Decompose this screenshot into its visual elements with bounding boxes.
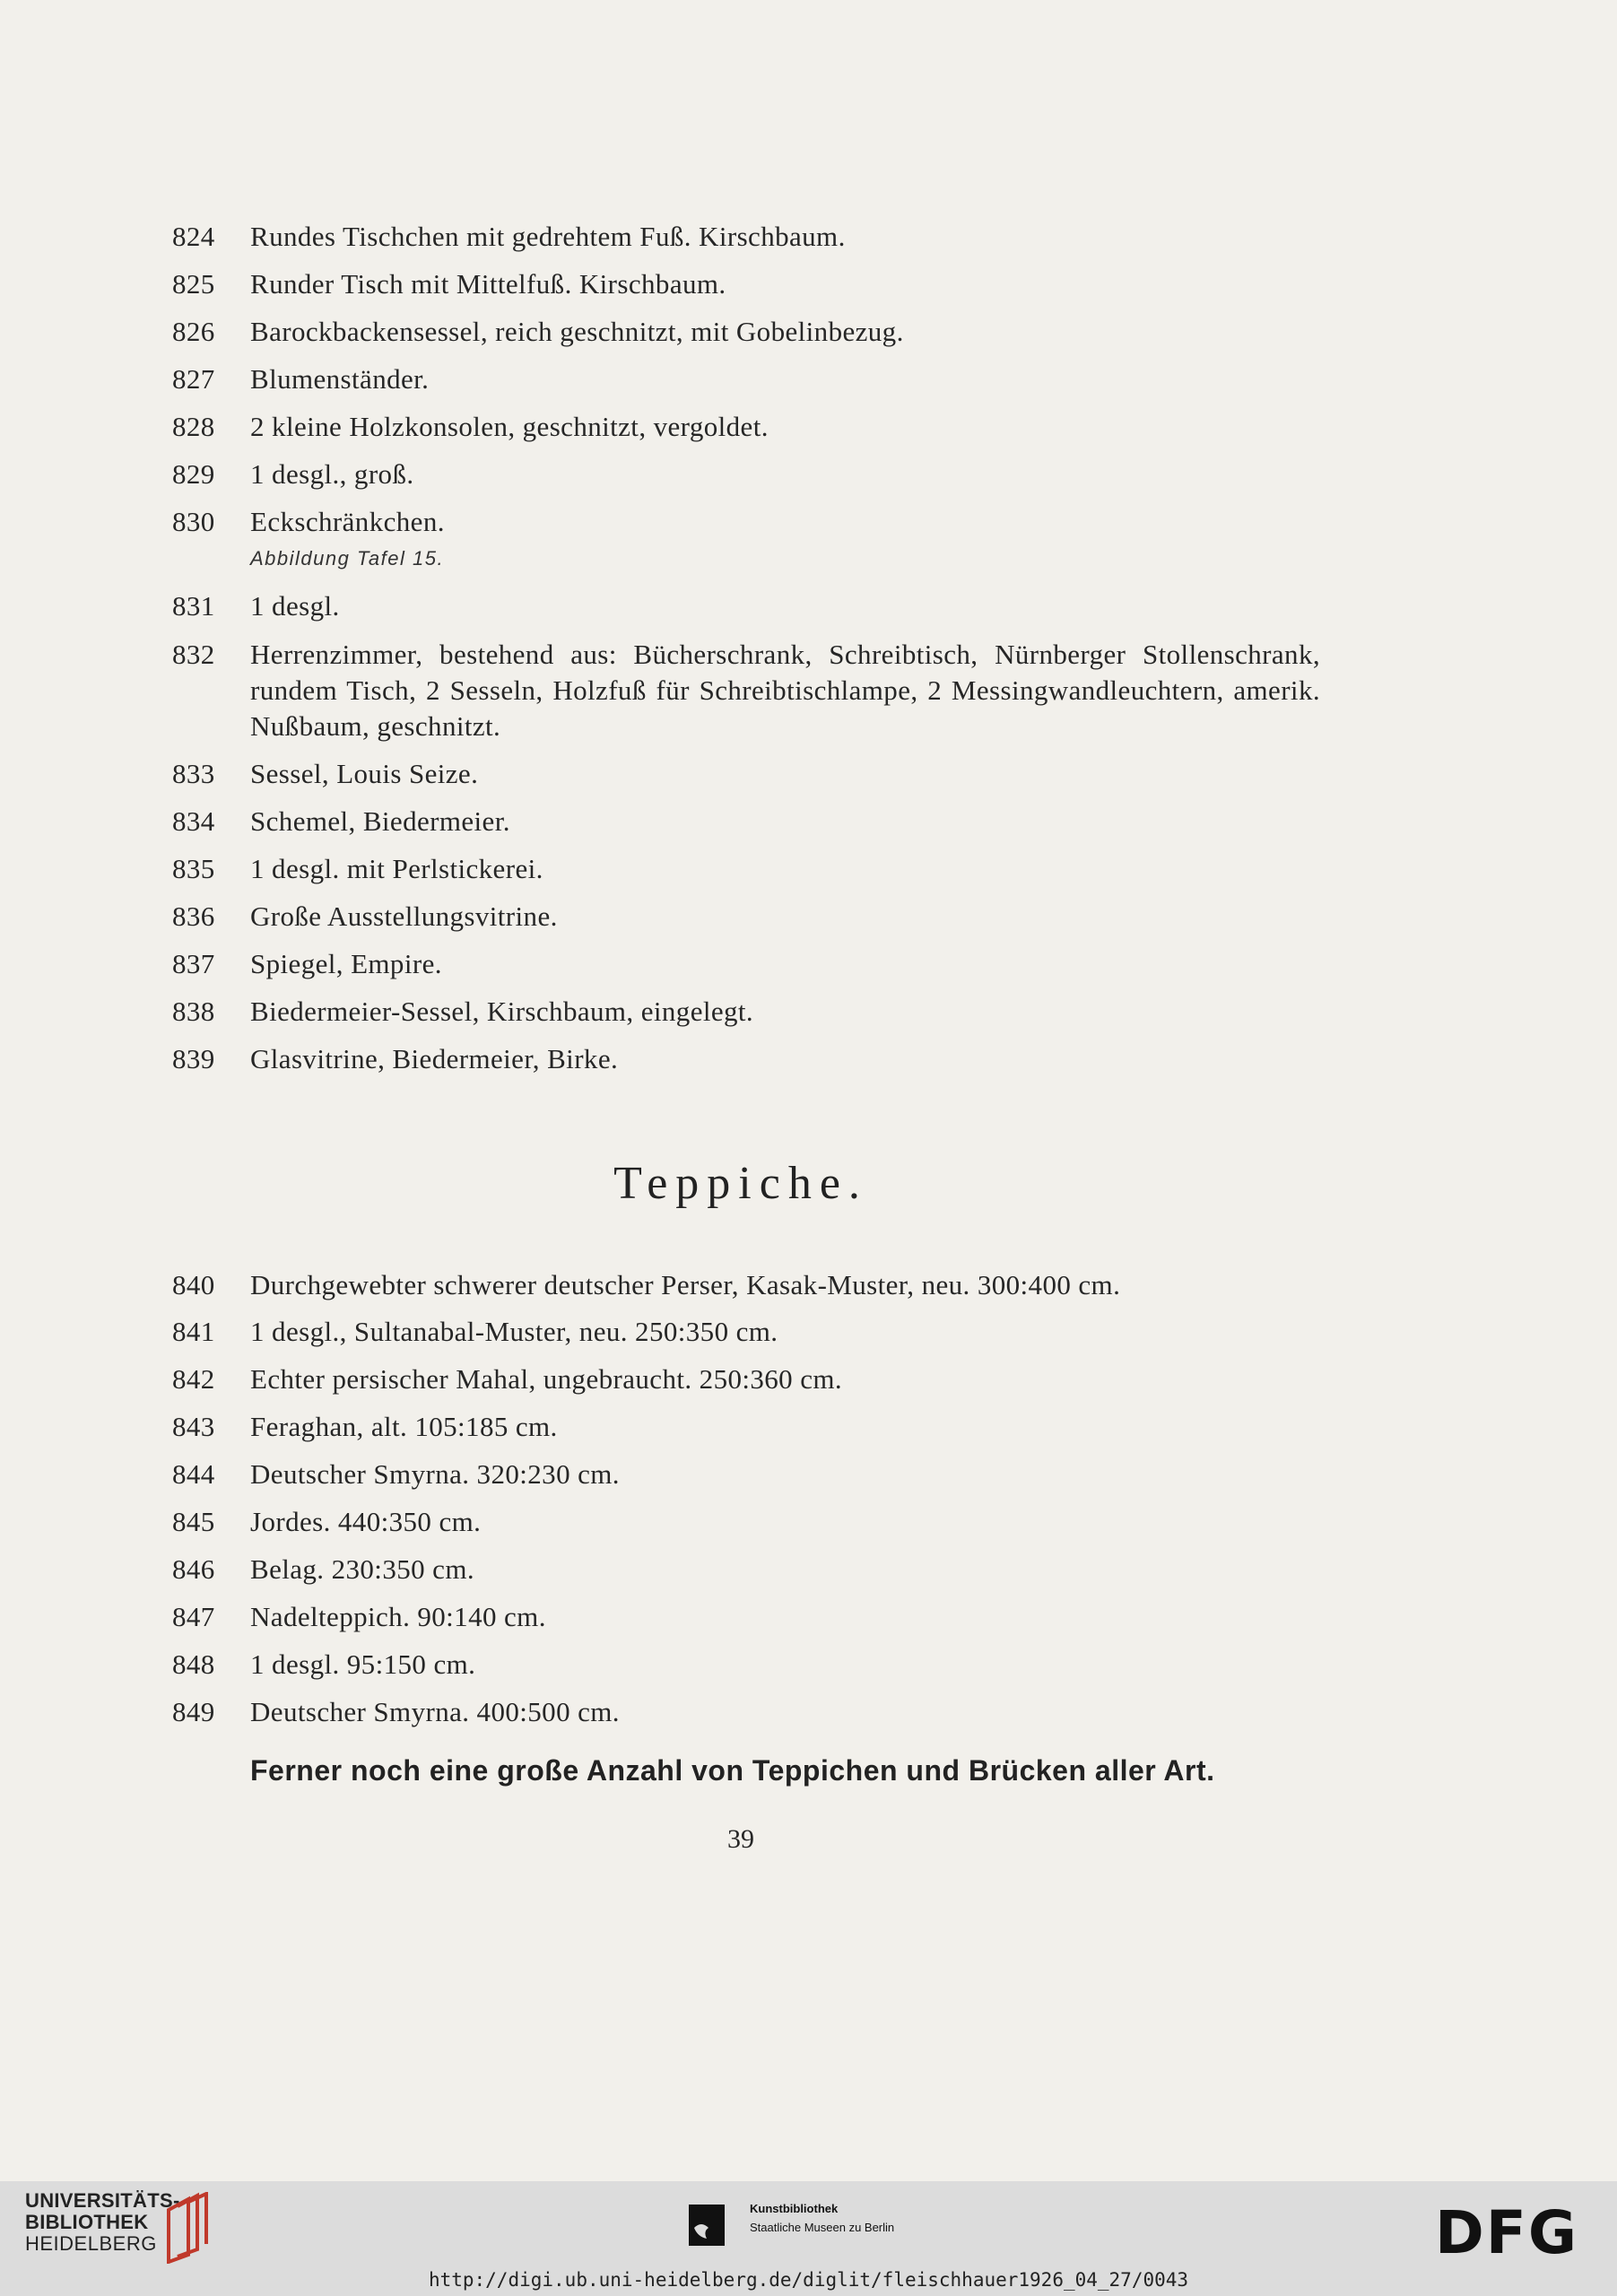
entry-text: Nadelteppich. 90:140 cm. [250, 1601, 546, 1632]
entry-number: 827 [172, 363, 215, 395]
permalink-url[interactable]: http://digi.ub.uni-heidelberg.de/diglit/fleischhauer1926_04_27/0043 [428, 2269, 1189, 2291]
entry-number: 840 [172, 1269, 215, 1300]
entry-text: Blumenständer. [250, 363, 430, 395]
entry-text: Eckschränkchen. [250, 506, 445, 537]
entry-number: 828 [172, 411, 215, 442]
library-name-line: HEIDELBERG [25, 2232, 157, 2255]
entry-number: 833 [172, 758, 215, 789]
entry-number: 835 [172, 853, 215, 884]
entry-number: 824 [172, 221, 215, 252]
entry-number: 829 [172, 458, 215, 490]
entry-text: 1 desgl., groß. [250, 458, 414, 490]
entry-text: Herrenzimmer, bestehend aus: Bücherschrank, Schreibtisch, Nürnberger Stollenschrank, rundem Tisch, 2 Sesseln, Holzfuß für Schreibtischlampe, 2 Messingwandleuchtern, amerik. Nußbaum, geschnitzt. [250, 639, 1320, 742]
entry-number: 839 [172, 1043, 215, 1074]
entry-text: Große Ausstellungsvitrine. [250, 900, 558, 932]
entry-number: 826 [172, 316, 215, 347]
entry-number: 825 [172, 268, 215, 300]
kunstbibliothek-label: Kunstbibliothek [750, 2202, 839, 2215]
entry-text: Durchgewebter schwerer deutscher Perser, Kasak-Muster, neu. 300:400 cm. [250, 1269, 1121, 1300]
entry-text: 1 desgl. [250, 590, 340, 622]
dfg-label: DFG [1435, 2203, 1579, 2260]
plate-reference: Abbildung Tafel 15. [250, 547, 445, 570]
entry-number: 837 [172, 948, 215, 979]
entry-number: 836 [172, 900, 215, 932]
entry-text: Jordes. 440:350 cm. [250, 1506, 482, 1537]
library-name-line: BIBLIOTHEK [25, 2211, 149, 2233]
entry-text: Rundes Tischchen mit gedrehtem Fuß. Kirschbaum. [250, 221, 846, 252]
ub-heidelberg-logo[interactable] [25, 2190, 180, 2255]
entry-text: Deutscher Smyrna. 320:230 cm. [250, 1458, 620, 1490]
kunstbibliothek-logo[interactable] [750, 2199, 894, 2237]
entry-number: 842 [172, 1363, 215, 1395]
library-name-line: UNIVERSITÄTS- [25, 2189, 180, 2212]
entry-text: Biedermeier-Sessel, Kirschbaum, eingelegt. [250, 996, 754, 1027]
entry-text: Echter persischer Mahal, ungebraucht. 250:360 cm. [250, 1363, 843, 1395]
kunstbibliothek-icon [689, 2205, 725, 2246]
entry-number: 845 [172, 1506, 215, 1537]
page-number: 39 [727, 1824, 754, 1854]
entry-text: Sessel, Louis Seize. [250, 758, 479, 789]
entry-text: 2 kleine Holzkonsolen, geschnitzt, vergoldet. [250, 411, 769, 442]
entry-text: Schemel, Biedermeier. [250, 805, 510, 837]
entry-text: 1 desgl. 95:150 cm. [250, 1648, 476, 1680]
entry-text: Barockbackensessel, reich geschnitzt, mit Gobelinbezug. [250, 316, 904, 347]
entry-number: 838 [172, 996, 215, 1027]
entry-text: Deutscher Smyrna. 400:500 cm. [250, 1696, 620, 1727]
entry-number: 848 [172, 1648, 215, 1680]
closing-note: Ferner noch eine große Anzahl von Teppichen und Brücken aller Art. [250, 1754, 1215, 1787]
entry-number: 841 [172, 1316, 215, 1347]
entry-number: 843 [172, 1411, 215, 1442]
entry-number: 849 [172, 1696, 215, 1727]
entry-text: Glasvitrine, Biedermeier, Birke. [250, 1043, 619, 1074]
entry-text: Feraghan, alt. 105:185 cm. [250, 1411, 558, 1442]
entry-number: 846 [172, 1553, 215, 1585]
dfg-logo[interactable] [1435, 2203, 1596, 2260]
entry-number: 830 [172, 506, 215, 537]
entry-number: 847 [172, 1601, 215, 1632]
entry-text: 1 desgl. mit Perlstickerei. [250, 853, 543, 884]
entry-text: 1 desgl., Sultanabal-Muster, neu. 250:350 cm. [250, 1316, 778, 1347]
entry-text: Spiegel, Empire. [250, 948, 442, 979]
entry-number: 834 [172, 805, 215, 837]
section-heading: Teppiche. [613, 1158, 868, 1209]
entry-text: Runder Tisch mit Mittelfuß. Kirschbaum. [250, 268, 726, 300]
ub-book-icon [161, 2192, 224, 2264]
entry-number: 844 [172, 1458, 215, 1490]
museen-label: Staatliche Museen zu Berlin [750, 2221, 895, 2234]
entry-number: 832 [172, 639, 215, 670]
entry-text: Belag. 230:350 cm. [250, 1553, 474, 1585]
entry-number: 831 [172, 590, 215, 622]
